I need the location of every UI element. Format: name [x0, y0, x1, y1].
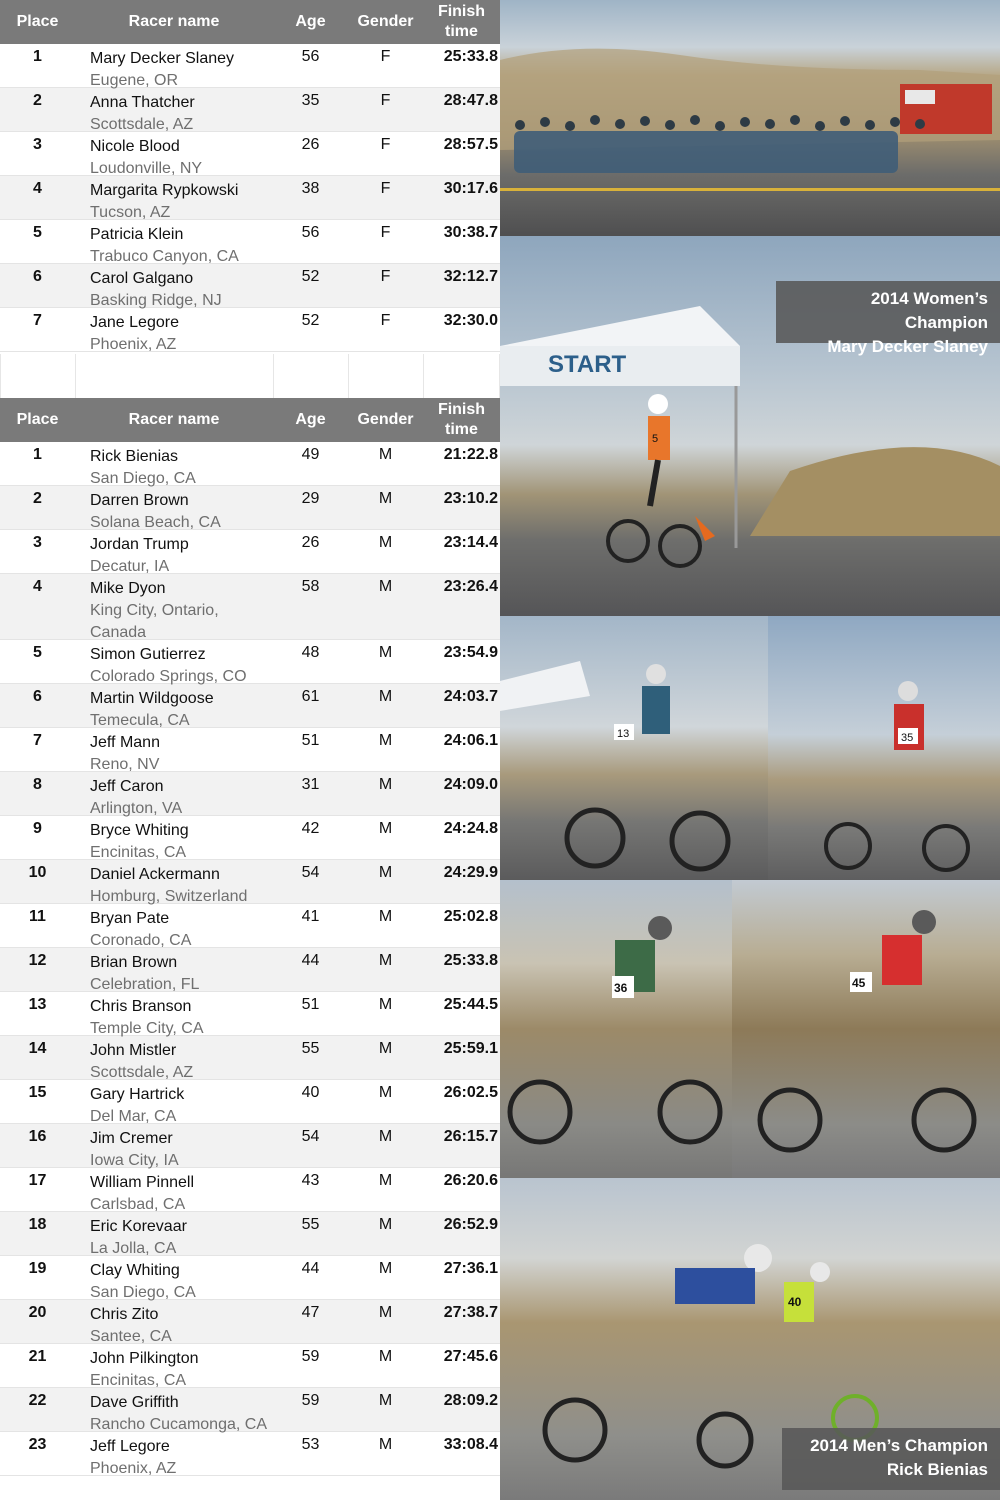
- place-cell: 11: [29, 908, 46, 925]
- racer-location: Rancho Cucamonga, CA: [90, 1416, 267, 1433]
- place-cell: 6: [33, 688, 42, 705]
- racer-location: Decatur, IA: [90, 558, 170, 575]
- place-cell: 1: [33, 446, 42, 463]
- racer-photo-3: [500, 880, 732, 1178]
- finish-time-cell: 33:08.4: [443, 1436, 498, 1453]
- finish-time-cell: 30:17.6: [443, 180, 498, 197]
- group-photo: [500, 0, 1000, 236]
- header-place: Place: [16, 13, 59, 30]
- table-row: [0, 1344, 500, 1388]
- header-gender: Gender: [357, 13, 414, 30]
- place-cell: 13: [28, 996, 47, 1013]
- racer-location: Phoenix, AZ: [90, 336, 177, 353]
- racer-location: La Jolla, CA: [90, 1240, 177, 1257]
- age-cell: 41: [301, 908, 320, 925]
- age-cell: 26: [301, 136, 320, 153]
- table-row: [0, 772, 500, 816]
- place-cell: 4: [33, 180, 42, 197]
- racer-name: Jeff Legore: [90, 1438, 170, 1455]
- table-row: [0, 220, 500, 264]
- racer-cell: [75, 992, 273, 1035]
- racer-cell: [75, 1080, 273, 1123]
- header-gender: Gender: [357, 411, 414, 428]
- place-cell: 6: [33, 268, 42, 285]
- women-table-body: [0, 44, 500, 352]
- finish-time-cell: 23:26.4: [443, 578, 498, 595]
- racer-photo-4-illustration: [732, 880, 1000, 1178]
- finish-time-cell: 25:33.8: [443, 952, 498, 969]
- finish-time-cell: 28:57.5: [443, 136, 498, 153]
- table-row: [0, 530, 500, 574]
- racer-location: Solana Beach, CA: [90, 514, 221, 531]
- racer-name: Jeff Caron: [90, 778, 164, 795]
- age-cell: 59: [301, 1392, 320, 1409]
- caption-champion-name: Mary Decker Slaney: [827, 337, 988, 356]
- racer-cell: [75, 684, 273, 727]
- table-row: [0, 1300, 500, 1344]
- place-cell: 16: [28, 1128, 47, 1145]
- finish-time-cell: 23:10.2: [443, 490, 498, 507]
- gender-cell: F: [380, 48, 391, 65]
- age-cell: 55: [301, 1216, 320, 1233]
- place-cell: 3: [33, 136, 42, 153]
- finish-time-cell: 21:22.8: [443, 446, 498, 463]
- racer-cell: [75, 88, 273, 131]
- racer-name: Eric Korevaar: [90, 1218, 187, 1235]
- header-racer-name: Racer name: [128, 411, 220, 428]
- racer-cell: [75, 904, 273, 947]
- gender-cell: M: [378, 688, 393, 705]
- racer-cell: [75, 486, 273, 529]
- finish-time-cell: 24:24.8: [443, 820, 498, 837]
- racer-name: Martin Wildgoose: [90, 690, 214, 707]
- racer-location: Colorado Springs, CO: [90, 668, 247, 685]
- racer-location: Temple City, CA: [90, 1020, 204, 1037]
- table-row: [0, 1388, 500, 1432]
- racer-name: Nicole Blood: [90, 138, 180, 155]
- racer-name: Bryan Pate: [90, 910, 170, 927]
- place-cell: 15: [28, 1084, 47, 1101]
- racer-cell: [75, 1036, 273, 1079]
- racer-name: Jordan Trump: [90, 536, 189, 553]
- racer-cell: [75, 1168, 273, 1211]
- place-cell: 8: [33, 776, 42, 793]
- racer-location: San Diego, CA: [90, 1284, 196, 1301]
- racer-location: Encinitas, CA: [90, 1372, 187, 1389]
- racer-cell: [75, 816, 273, 859]
- racer-cell: [75, 1256, 273, 1299]
- racer-cell: [75, 220, 273, 263]
- racer-location: Del Mar, CA: [90, 1108, 177, 1125]
- racer-photo-2-illustration: [768, 616, 1000, 880]
- finish-time-cell: 24:29.9: [443, 864, 498, 881]
- gender-cell: M: [378, 644, 393, 661]
- racer-photo-1: [500, 616, 768, 880]
- gender-cell: M: [378, 1084, 393, 1101]
- header-age: Age: [295, 411, 326, 428]
- gender-cell: M: [378, 534, 393, 551]
- place-cell: 7: [33, 312, 42, 329]
- finish-time-cell: 24:03.7: [443, 688, 498, 705]
- mens-champion-caption: [782, 1428, 1000, 1490]
- gender-cell: M: [378, 1260, 393, 1277]
- gender-cell: M: [378, 1216, 393, 1233]
- women-table-header: [0, 0, 500, 44]
- gender-cell: M: [378, 1436, 393, 1453]
- racer-name: Mike Dyon: [90, 580, 166, 597]
- place-cell: 5: [33, 224, 42, 241]
- helmet-shape: [648, 394, 668, 414]
- age-cell: 52: [301, 268, 320, 285]
- racer-location: Scottsdale, AZ: [90, 1064, 194, 1081]
- age-cell: 56: [301, 224, 320, 241]
- racer-name: Rick Bienias: [90, 448, 179, 465]
- racer-name: Daniel Ackermann: [90, 866, 220, 883]
- table-row: [0, 948, 500, 992]
- racer-cell: [75, 44, 273, 87]
- racer-name: Jim Cremer: [90, 1130, 173, 1147]
- racer-location: Arlington, VA: [90, 800, 183, 817]
- racer-cell: [75, 1388, 273, 1431]
- place-cell: 1: [33, 48, 42, 65]
- racer-cell: [75, 640, 273, 683]
- place-cell: 12: [28, 952, 47, 969]
- men-table-header: [0, 398, 500, 442]
- bib-number: 13: [617, 728, 630, 740]
- men-table-body: [0, 442, 500, 1476]
- racer-location: Coronado, CA: [90, 932, 192, 949]
- gender-cell: M: [378, 820, 393, 837]
- finish-time-cell: 26:52.9: [443, 1216, 498, 1233]
- age-cell: 31: [301, 776, 320, 793]
- gender-cell: M: [378, 1348, 393, 1365]
- table-row: [0, 574, 500, 640]
- table-row: [0, 1124, 500, 1168]
- racer-name: Patricia Klein: [90, 226, 184, 243]
- bib-number: 45: [852, 976, 866, 990]
- finish-time-cell: 27:36.1: [443, 1260, 498, 1277]
- gender-cell: M: [378, 578, 393, 595]
- finish-time-cell: 25:44.5: [443, 996, 498, 1013]
- racer-photo-3-illustration: [500, 880, 732, 1178]
- racer-cell: [75, 1432, 273, 1475]
- age-cell: 53: [301, 1436, 320, 1453]
- table-row: [0, 176, 500, 220]
- finish-time-cell: 27:45.6: [443, 1348, 498, 1365]
- racer-cell: [75, 1344, 273, 1387]
- finish-time-cell: 27:38.7: [443, 1304, 498, 1321]
- racer-name: Chris Branson: [90, 998, 192, 1015]
- racer-name: John Pilkington: [90, 1350, 199, 1367]
- finish-time-cell: 26:15.7: [443, 1128, 498, 1145]
- racer-name: Simon Gutierrez: [90, 646, 206, 663]
- finish-time-cell: 30:38.7: [443, 224, 498, 241]
- age-cell: 59: [301, 1348, 320, 1365]
- table-row: [0, 308, 500, 352]
- finish-time-cell: 25:59.1: [443, 1040, 498, 1057]
- gender-cell: M: [378, 732, 393, 749]
- header-finish-time: Finish time: [437, 3, 486, 40]
- racer-location: Temecula, CA: [90, 712, 190, 729]
- table-row: [0, 1256, 500, 1300]
- bib-number: 40: [788, 1295, 802, 1309]
- racer-name: Dave Griffith: [90, 1394, 179, 1411]
- racer-name: Brian Brown: [90, 954, 178, 971]
- table-row: [0, 992, 500, 1036]
- table-row: [0, 1168, 500, 1212]
- gender-cell: F: [380, 268, 391, 285]
- womens-champion-caption: [776, 281, 1000, 356]
- place-cell: 3: [33, 534, 42, 551]
- racer-location: King City, Ontario, Canada: [90, 602, 219, 641]
- age-cell: 52: [301, 312, 320, 329]
- gender-cell: M: [378, 446, 393, 463]
- place-cell: 9: [33, 820, 42, 837]
- place-cell: 7: [33, 732, 42, 749]
- finish-time-cell: 26:20.6: [443, 1172, 498, 1189]
- age-cell: 56: [301, 48, 320, 65]
- age-cell: 54: [301, 864, 320, 881]
- place-cell: 22: [28, 1392, 47, 1409]
- table-spacer: [0, 354, 500, 398]
- table-row: [0, 486, 500, 530]
- age-cell: 54: [301, 1128, 320, 1145]
- racer-location: Eugene, OR: [90, 72, 179, 89]
- gender-cell: F: [380, 312, 391, 329]
- racer-name: Jeff Mann: [90, 734, 160, 751]
- place-cell: 17: [28, 1172, 47, 1189]
- finish-time-cell: 25:02.8: [443, 908, 498, 925]
- racer-cell: [75, 574, 273, 639]
- finish-time-cell: 28:47.8: [443, 92, 498, 109]
- racer-name: William Pinnell: [90, 1174, 195, 1191]
- caption-title: 2014 Women’s Champion: [870, 289, 988, 332]
- racer-cell: [75, 1212, 273, 1255]
- gender-cell: M: [378, 1172, 393, 1189]
- place-cell: 10: [28, 864, 47, 881]
- racer-cell: [75, 1124, 273, 1167]
- racer-cell: [75, 728, 273, 771]
- racer-location: Encinitas, CA: [90, 844, 187, 861]
- age-cell: 47: [301, 1304, 320, 1321]
- age-cell: 29: [301, 490, 320, 507]
- place-cell: 23: [28, 1436, 47, 1453]
- racer-name: Anna Thatcher: [90, 94, 195, 111]
- racer-name: Gary Hartrick: [90, 1086, 185, 1103]
- age-cell: 35: [301, 92, 320, 109]
- age-cell: 55: [301, 1040, 320, 1057]
- racer-location: Celebration, FL: [90, 976, 200, 993]
- racer-location: Loudonville, NY: [90, 160, 203, 177]
- finish-time-cell: 28:09.2: [443, 1392, 498, 1409]
- age-cell: 51: [301, 732, 320, 749]
- finish-time-cell: 25:33.8: [443, 48, 498, 65]
- table-row: [0, 1036, 500, 1080]
- finish-time-cell: 24:09.0: [443, 776, 498, 793]
- racer-name: Bryce Whiting: [90, 822, 189, 839]
- table-row: [0, 816, 500, 860]
- gender-cell: M: [378, 908, 393, 925]
- age-cell: 48: [301, 644, 320, 661]
- gender-cell: M: [378, 952, 393, 969]
- place-cell: 18: [28, 1216, 47, 1233]
- finish-time-cell: 26:02.5: [443, 1084, 498, 1101]
- racer-name: Clay Whiting: [90, 1262, 180, 1279]
- bib-number: 35: [901, 732, 914, 744]
- racer-photo-4: [732, 880, 1000, 1178]
- racer-location: Homburg, Switzerland: [90, 888, 248, 905]
- racer-cell: [75, 132, 273, 175]
- age-cell: 38: [301, 180, 320, 197]
- racer-cell: [75, 176, 273, 219]
- place-cell: 20: [28, 1304, 47, 1321]
- header-finish-time: Finish time: [437, 401, 486, 438]
- racer-name: Mary Decker Slaney: [90, 50, 235, 67]
- age-cell: 26: [301, 534, 320, 551]
- racer-location: Carlsbad, CA: [90, 1196, 186, 1213]
- finish-time-cell: 24:06.1: [443, 732, 498, 749]
- table-row: [0, 132, 500, 176]
- age-cell: 43: [301, 1172, 320, 1189]
- racer-cell: [75, 772, 273, 815]
- table-row: [0, 1080, 500, 1124]
- finish-time-cell: 23:54.9: [443, 644, 498, 661]
- age-cell: 58: [301, 578, 320, 595]
- racer-cell: [75, 1300, 273, 1343]
- racer-name: Carol Galgano: [90, 270, 194, 287]
- racer-location: San Diego, CA: [90, 470, 196, 487]
- finish-time-cell: 32:12.7: [443, 268, 498, 285]
- racer-name: Chris Zito: [90, 1306, 159, 1323]
- place-cell: 19: [28, 1260, 47, 1277]
- header-age: Age: [295, 13, 326, 30]
- table-row: [0, 728, 500, 772]
- place-cell: 4: [33, 578, 42, 595]
- place-cell: 2: [33, 92, 42, 109]
- racer-location: Scottsdale, AZ: [90, 116, 194, 133]
- gender-cell: M: [378, 490, 393, 507]
- caption-title: 2014 Men’s Champion: [810, 1436, 988, 1455]
- age-cell: 44: [301, 1260, 320, 1277]
- racer-cell: [75, 264, 273, 307]
- age-cell: 40: [301, 1084, 320, 1101]
- racer-cell: [75, 308, 273, 351]
- women-results-table: [0, 0, 500, 352]
- gender-cell: M: [378, 1128, 393, 1145]
- racer-location: Trabuco Canyon, CA: [90, 248, 239, 265]
- racer-location: Tucson, AZ: [90, 204, 171, 221]
- racer-name: Jane Legore: [90, 314, 179, 331]
- table-row: [0, 684, 500, 728]
- table-row: [0, 88, 500, 132]
- place-cell: 2: [33, 490, 42, 507]
- age-cell: 44: [301, 952, 320, 969]
- start-tent-text: START: [548, 351, 627, 378]
- racer-photo-1-illustration: [500, 616, 768, 880]
- racer-location: Reno, NV: [90, 756, 160, 773]
- men-results-table: [0, 398, 500, 1476]
- racer-name: Margarita Rypkowski: [90, 182, 239, 199]
- finish-time-cell: 23:14.4: [443, 534, 498, 551]
- gender-cell: M: [378, 776, 393, 793]
- table-row: [0, 442, 500, 486]
- gender-cell: F: [380, 136, 391, 153]
- bib-number: 36: [614, 981, 628, 995]
- age-cell: 61: [301, 688, 320, 705]
- table-row: [0, 44, 500, 88]
- gender-cell: M: [378, 996, 393, 1013]
- gender-cell: M: [378, 1040, 393, 1057]
- age-cell: 42: [301, 820, 320, 837]
- header-place: Place: [16, 411, 59, 428]
- gender-cell: M: [378, 1304, 393, 1321]
- table-row: [0, 904, 500, 948]
- racer-name: John Mistler: [90, 1042, 177, 1059]
- racer-cell: [75, 948, 273, 991]
- caption-champion-name: Rick Bienias: [886, 1460, 988, 1479]
- age-cell: 49: [301, 446, 320, 463]
- place-cell: 5: [33, 644, 42, 661]
- racer-location: Santee, CA: [90, 1328, 172, 1345]
- gender-cell: F: [380, 180, 391, 197]
- age-cell: 51: [301, 996, 320, 1013]
- place-cell: 14: [28, 1040, 47, 1057]
- table-row: [0, 1212, 500, 1256]
- header-racer-name: Racer name: [128, 13, 220, 30]
- gender-cell: F: [380, 224, 391, 241]
- racer-location: Phoenix, AZ: [90, 1460, 177, 1477]
- racer-location: Iowa City, IA: [90, 1152, 179, 1169]
- racer-location: Basking Ridge, NJ: [90, 292, 222, 309]
- gender-cell: M: [378, 864, 393, 881]
- gender-cell: M: [378, 1392, 393, 1409]
- table-row: [0, 1432, 500, 1476]
- racer-name: Darren Brown: [90, 492, 189, 509]
- racer-cell: [75, 442, 273, 485]
- gender-cell: F: [380, 92, 391, 109]
- group-photo-illustration: [500, 0, 1000, 236]
- bib-number: 5: [652, 433, 659, 445]
- racer-photo-2: [768, 616, 1000, 880]
- racer-cell: [75, 860, 273, 903]
- table-row: [0, 860, 500, 904]
- table-row: [0, 264, 500, 308]
- table-row: [0, 640, 500, 684]
- place-cell: 21: [28, 1348, 47, 1365]
- racer-cell: [75, 530, 273, 573]
- finish-time-cell: 32:30.0: [443, 312, 498, 329]
